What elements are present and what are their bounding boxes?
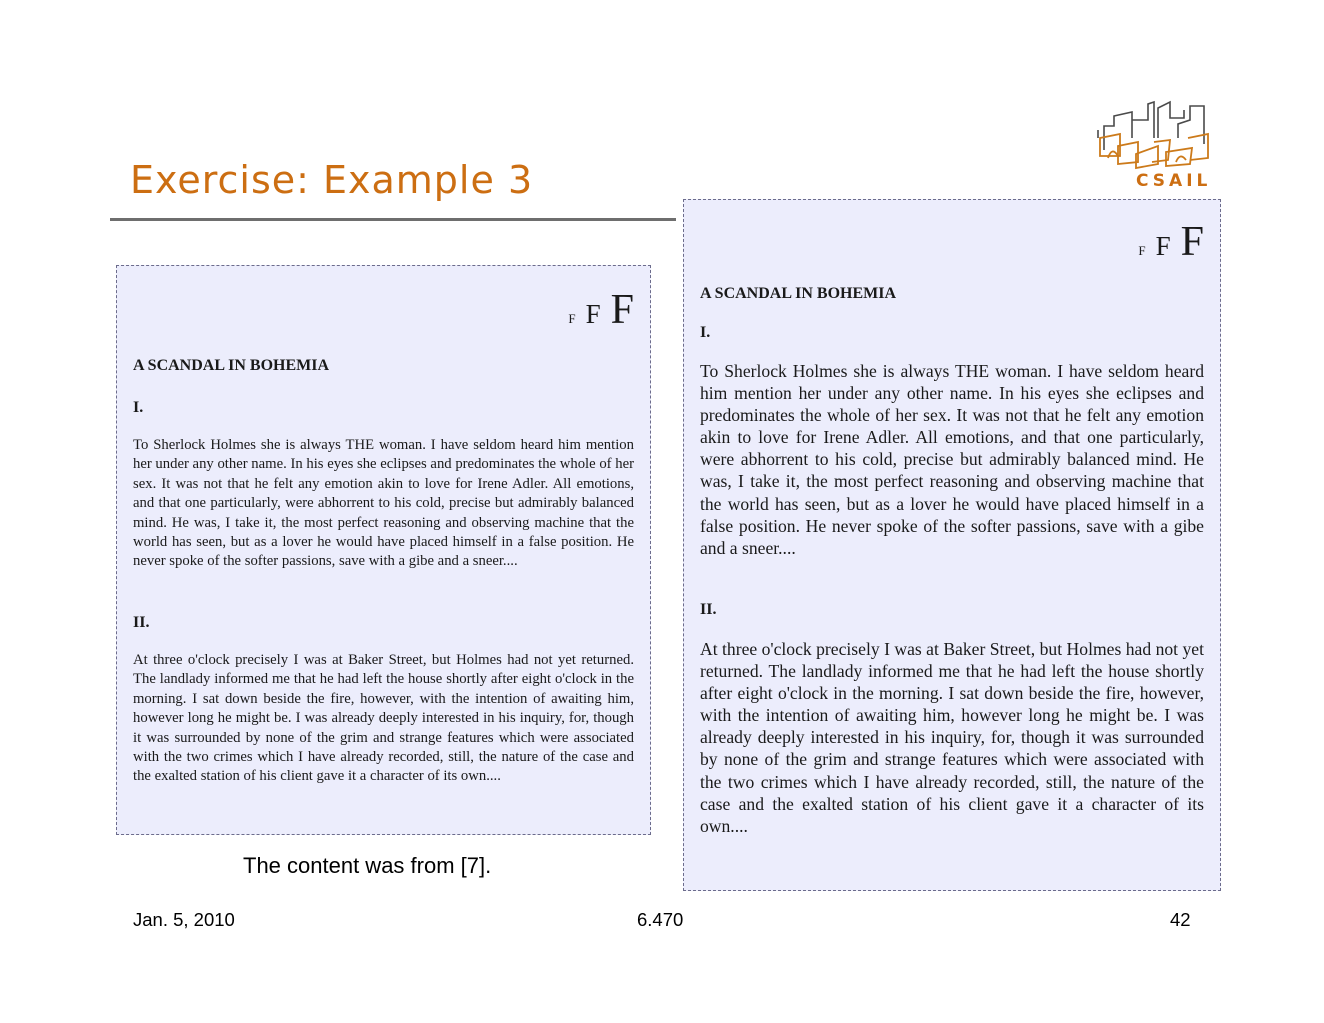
font-size-samples xyxy=(558,286,634,334)
csail-logo-text: CSAIL xyxy=(1136,171,1212,191)
section-one-heading: I. xyxy=(700,324,711,341)
paragraph-one: To Sherlock Holmes she is always THE woman. I have seldom heard him mention her under any other name. In his eyes she eclipses and predominates the whole of her sex. It was not that he felt any emotion akin to love for Irene Adler. All emotions, and that one particularly, were abhorrent to his cold, precise but admirably balanced mind. He was, I take it, the most perfect reasoning and observing machine that the world has seen, but as a lover he would have placed himself in a false position. He never spoke of the softer passions, save with a gibe and a sneer.... xyxy=(133,437,634,570)
footer-page-number: 42 xyxy=(1170,909,1191,930)
footer-date: Jan. 5, 2010 xyxy=(133,909,235,930)
font-size-samples xyxy=(1128,218,1204,266)
paragraph-one: To Sherlock Holmes she is always THE woman. I have seldom heard him mention her under any other name. In his eyes she eclipses and predominates the whole of her sex. It was not that he felt any emotion akin to love for Irene Adler. All emotions, and that one particularly, were abhorrent to his cold, precise but admirably balanced mind. He was, I take it, the most perfect reasoning and observing machine that the world has seen, but as a lover he would have placed himself in a false position. He never spoke of the softer passions, save with a gibe and a sneer.... xyxy=(700,361,1204,558)
story-heading: A SCANDAL IN BOHEMIA xyxy=(133,357,330,374)
example-panel-small xyxy=(116,265,651,835)
title-underline xyxy=(110,218,676,221)
font-size-large: F xyxy=(610,287,634,333)
footer-course: 6.470 xyxy=(637,909,684,930)
source-caption: The content was from [7]. xyxy=(243,853,492,878)
example-panel-large xyxy=(683,199,1221,891)
section-two-heading: II. xyxy=(700,601,717,618)
font-size-medium: F xyxy=(585,299,601,329)
paragraph-two: At three o'clock precisely I was at Baker Street, but Holmes had not yet returned. The landlady informed me that he had left the house shortly after eight o'clock in the morning. I sat down beside the fire, however, with the intention of awaiting him, however long he might be. I was already deeply interested in his inquiry, for, though it was surrounded by none of the grim and strange features which were associated with the two crimes which I have already recorded, still, the nature of the case and the exalted station of his client gave it a character of its own.... xyxy=(133,652,634,785)
font-size-small: F xyxy=(1138,243,1146,258)
section-one-heading: I. xyxy=(133,399,144,416)
story-heading: A SCANDAL IN BOHEMIA xyxy=(700,285,897,302)
slide-title: Exercise: Example 3 xyxy=(130,158,534,202)
font-size-medium: F xyxy=(1155,231,1171,261)
font-size-large: F xyxy=(1180,219,1204,265)
paragraph-two: At three o'clock precisely I was at Baker Street, but Holmes had not yet returned. The landlady informed me that he had left the house shortly after eight o'clock in the morning. I sat down beside the fire, however, with the intention of awaiting him, however long he might be. I was already deeply interested in his inquiry, for, though it was surrounded by none of the grim and strange features which were associated with the two crimes which I have already recorded, still, the nature of the case and the exalted station of his client gave it a character of its own.... xyxy=(700,639,1204,836)
font-size-small: F xyxy=(568,311,576,326)
section-two-heading: II. xyxy=(133,614,150,631)
